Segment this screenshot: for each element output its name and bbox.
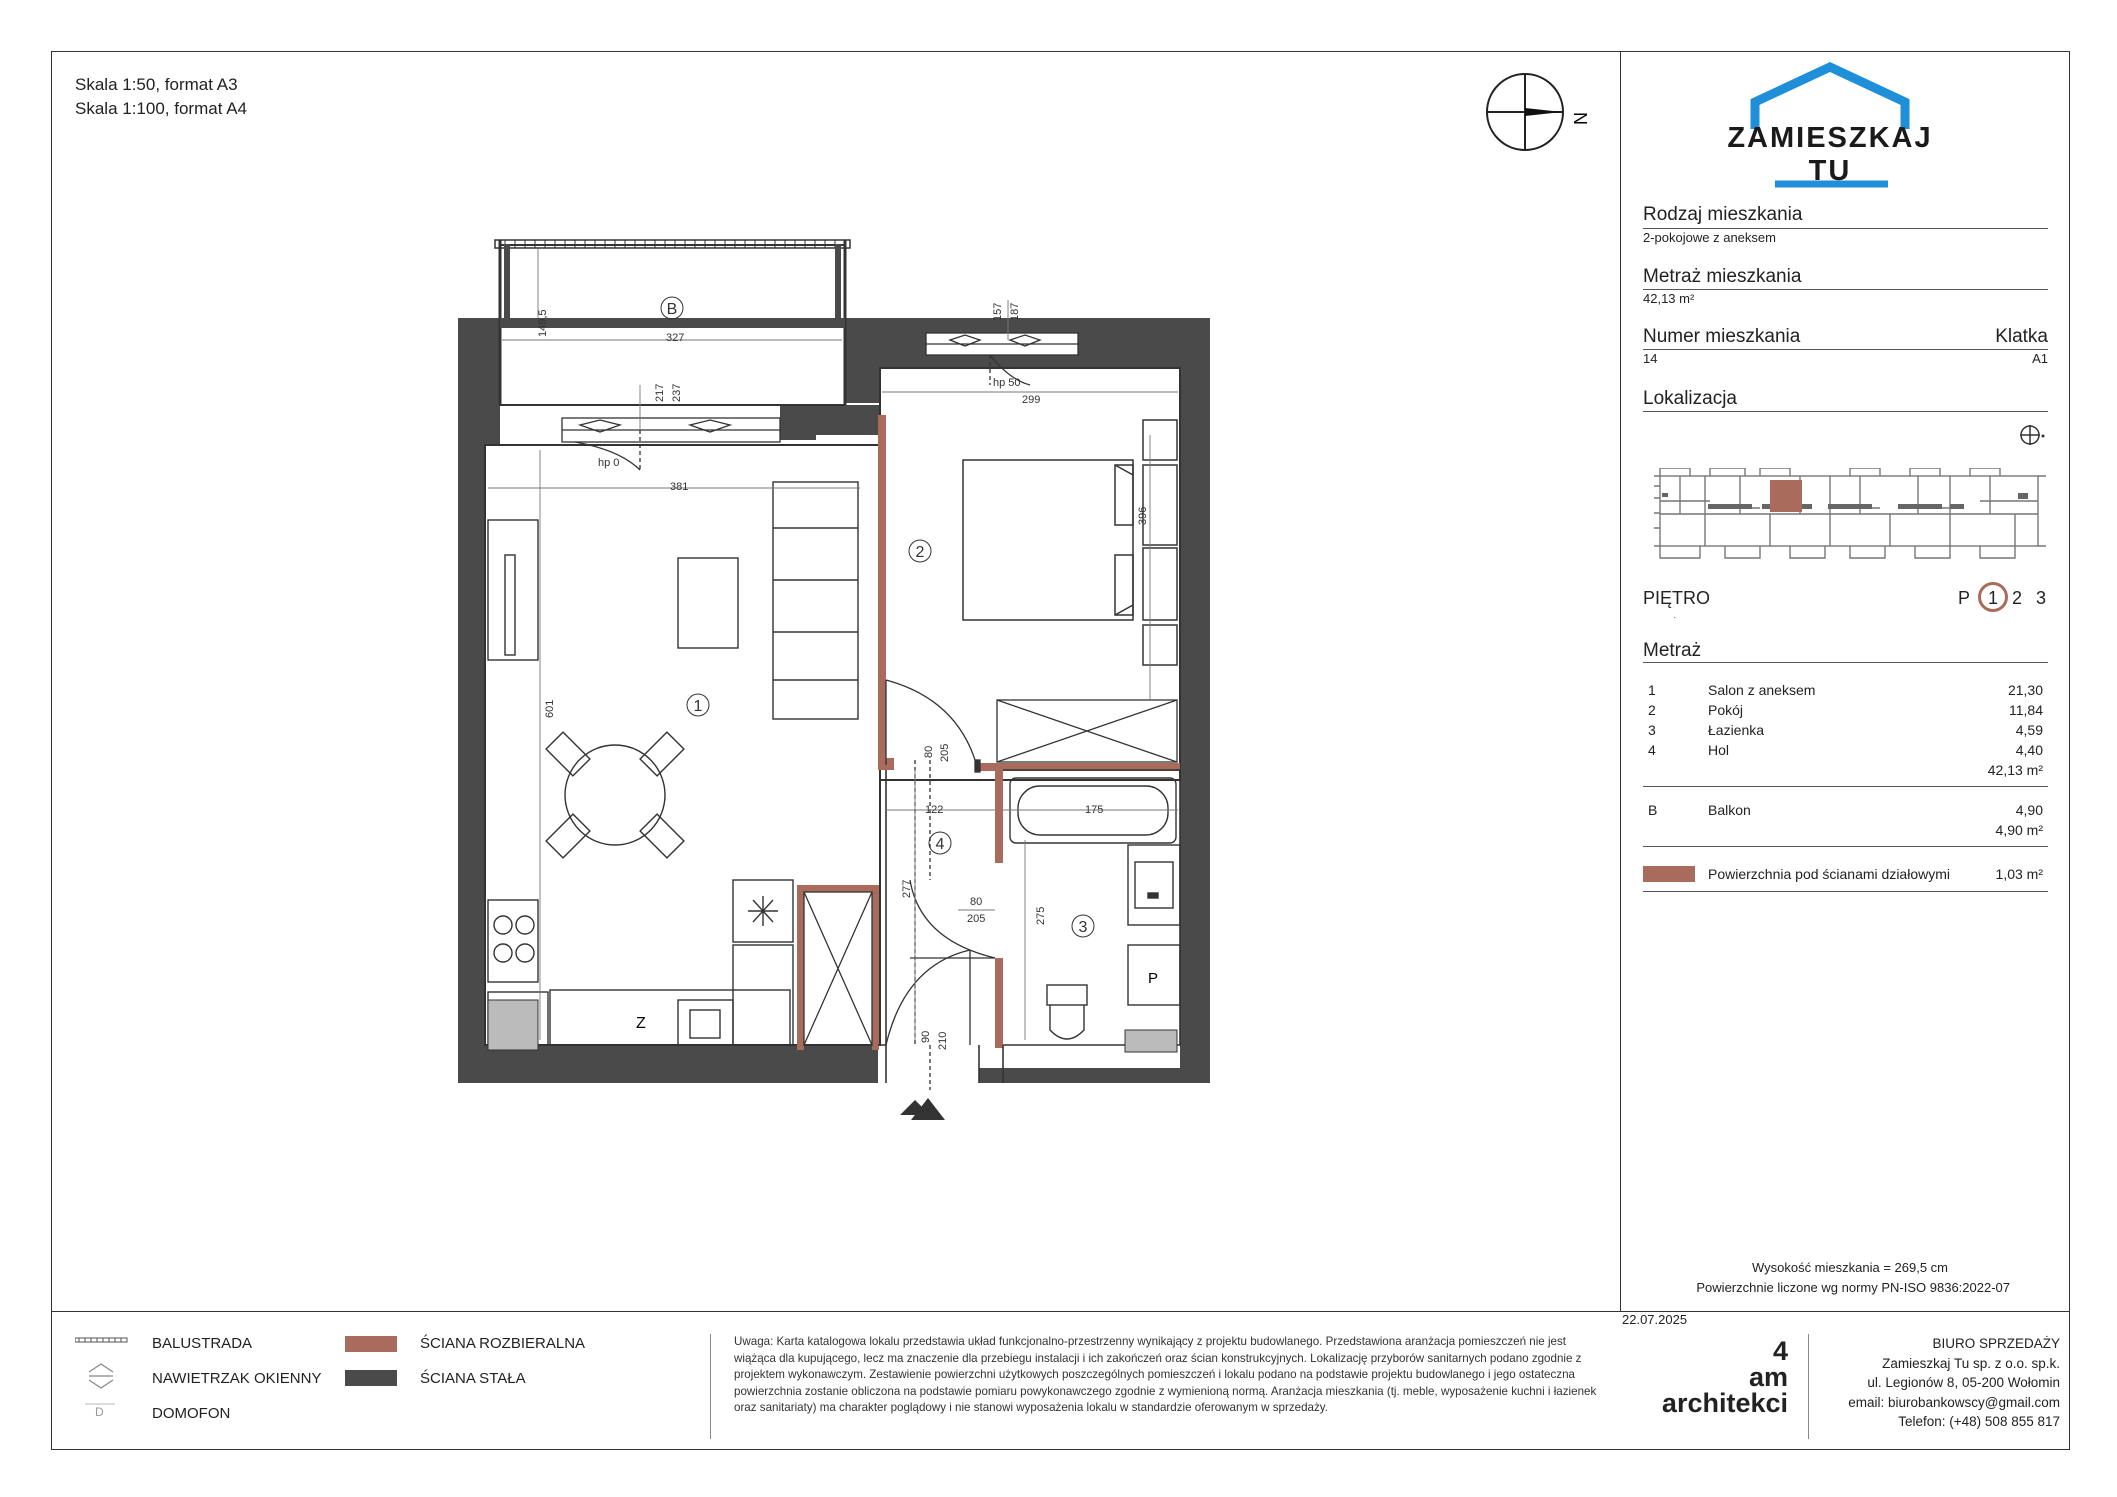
- architect-line1: 4: [1772, 1336, 1788, 1366]
- dim-hp50: hp 50: [993, 377, 1021, 389]
- room-no: 4: [1648, 742, 1656, 758]
- logo-text: ZAMIESZKAJ TU: [1727, 122, 1933, 187]
- compass-north: N: [1570, 112, 1590, 125]
- sales-title: BIURO SPRZEDAŻY: [1932, 1336, 2060, 1351]
- dim-window1a: 217: [654, 383, 666, 402]
- dim-bath-width: 175: [1085, 804, 1104, 816]
- scale-a3: Skala 1:50, format A3: [75, 75, 238, 94]
- floor-option-3[interactable]: 3: [2036, 588, 2047, 608]
- legend-vent: NAWIETRZAK OKIENNY: [152, 1370, 322, 1387]
- number-label: Numer mieszkania: [1643, 326, 1801, 347]
- floor-option-1[interactable]: 1: [1988, 588, 1999, 608]
- legend-balustrade: BALUSTRADA: [152, 1335, 253, 1352]
- room-no: 1: [1648, 682, 1656, 698]
- stair-label: Klatka: [1995, 326, 2048, 347]
- dim-balcony-depth: 149,5: [537, 309, 549, 337]
- dim-hall-height: 277: [901, 879, 913, 898]
- area-label: Metraż mieszkania: [1643, 266, 1802, 287]
- room-name: Pokój: [1708, 702, 1744, 718]
- rooms-total: 42,13 m²: [1987, 762, 2043, 778]
- sales-company: Zamieszkaj Tu sp. z o.o. sp.k.: [1882, 1355, 2060, 1371]
- room-label-b: B: [666, 301, 678, 318]
- sales-phone[interactable]: Telefon: (+48) 508 855 817: [1898, 1414, 2060, 1429]
- fridge-label: Z: [636, 1015, 646, 1032]
- dim-window1b: 237: [671, 383, 683, 402]
- floor-option-p[interactable]: P: [1958, 588, 1971, 608]
- type-value: 2-pokojowe z aneksem: [1643, 230, 1776, 245]
- dim-balcony-width: 327: [666, 332, 685, 344]
- dim-door3a: 90: [920, 1030, 932, 1043]
- number-value: 14: [1643, 351, 1658, 366]
- balcony-no: B: [1648, 802, 1658, 818]
- floor-label: PIĘTRO: [1643, 588, 1711, 608]
- area-value: 42,13 m²: [1643, 291, 1695, 306]
- dim-door1a: 80: [923, 745, 935, 758]
- room-name: Łazienka: [1708, 722, 1765, 738]
- type-label: Rodzaj mieszkania: [1643, 204, 1803, 225]
- dim-window2b: 187: [1009, 302, 1021, 321]
- room-area: 21,30: [2007, 682, 2043, 698]
- architect-line3: architekci: [1661, 1388, 1788, 1418]
- dim-door1b: 205: [939, 743, 951, 762]
- dim-hall-width: 122: [925, 804, 944, 816]
- dim-salon-width: 381: [670, 481, 689, 493]
- stair-value: A1: [2032, 351, 2048, 366]
- room-area: 4,59: [2015, 722, 2043, 738]
- floor-mark: ·: [1673, 612, 1677, 623]
- dim-salon-height: 601: [544, 699, 556, 718]
- dim-door3b: 210: [937, 1031, 949, 1050]
- room-label-1: 1: [693, 698, 703, 715]
- dim-door2a: 80: [970, 896, 983, 908]
- dim-window2a: 157: [992, 302, 1004, 321]
- dim-room2-height: 396: [1137, 506, 1149, 525]
- dim-bath-height: 275: [1035, 906, 1047, 925]
- scale-a4: Skala 1:100, format A4: [75, 99, 247, 118]
- sales-address: ul. Legionów 8, 05-200 Wołomin: [1867, 1375, 2060, 1390]
- room-area: 11,84: [2009, 702, 2043, 718]
- room-area: 4,40: [2015, 742, 2043, 758]
- partition-label: Powierzchnia pod ścianami działowymi: [1708, 866, 1950, 882]
- boiler-label: P: [1148, 970, 1159, 987]
- room-name: Hol: [1708, 742, 1730, 758]
- legend-demolishable: ŚCIANA ROZBIERALNA: [420, 1335, 586, 1352]
- intercom-symbol-icon: D: [95, 1405, 104, 1419]
- balcony-name: Balkon: [1708, 802, 1751, 818]
- room-no: 2: [1648, 702, 1656, 718]
- legend-fixed: ŚCIANA STAŁA: [420, 1370, 526, 1387]
- dim-door2b: 205: [967, 913, 986, 925]
- room-no: 3: [1648, 722, 1656, 738]
- architect-line2: am: [1748, 1362, 1788, 1392]
- legend-intercom: DOMOFON: [152, 1405, 231, 1422]
- height-note: Wysokość mieszkania = 269,5 cm: [1751, 1260, 1948, 1275]
- location-label: Lokalizacja: [1643, 388, 1737, 409]
- dim-hp0: hp 0: [598, 457, 620, 469]
- balcony-total: 4,90 m²: [1995, 822, 2043, 838]
- room-label-3: 3: [1078, 919, 1088, 936]
- norm-note: Powierzchnie liczone wg normy PN-ISO 9836:2022-07: [1696, 1280, 2010, 1295]
- room-name: Salon z aneksem: [1708, 682, 1816, 698]
- sales-email[interactable]: email: biurobankowscy@gmail.com: [1848, 1394, 2060, 1410]
- room-label-4: 4: [935, 836, 945, 853]
- dim-room2-width: 299: [1022, 394, 1041, 406]
- partition-area: 1,03 m²: [1995, 866, 2043, 882]
- disclaimer: Uwaga: Karta katalogowa lokalu przedstawia układ funkcjonalno-przestrzenny wynikający z projektu budowlanego. Przedstawiona aranżacja pomieszczeń nie jest wiążąca dla kupującego, lecz ma znaczenie dla przebiegu instalacji i ich zakończeń oraz ścian konstrukcyjnych. Lokalizację przyborów sanitarnych podano zgodnie z projektem wykonawczym. Zestawienie powierzchni użytkowych poszczególnych pomieszczeń i lokalu podano na podstawie projektu budowlanego i jego ostateczna powierzchnia zostanie obliczona na podstawie pomiaru powykonawczego zgodnie z wymienioną normą. Aranżacja mieszkania (tj. meble, wyposażenie kuchni i łazienek oraz sanitariaty) ma charakter poglądowy i nie stanowi wyposażenia lokalu w standardzie oferowanym w sprzedaży.: [734, 1335, 1597, 1414]
- balcony-area: 4,90: [2015, 802, 2043, 818]
- room-label-2: 2: [915, 544, 925, 561]
- rooms-header: Metraż: [1643, 640, 1702, 661]
- date: 22.07.2025: [1622, 1312, 1688, 1327]
- floor-option-2[interactable]: 2: [2012, 588, 2023, 608]
